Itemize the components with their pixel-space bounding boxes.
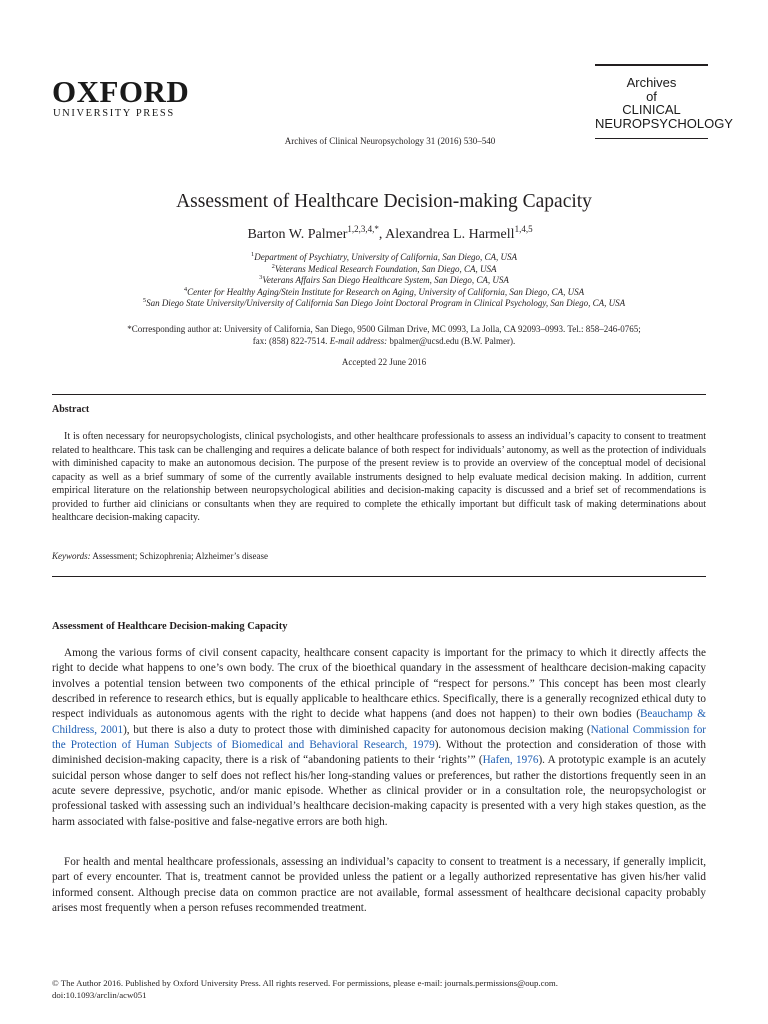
affiliation-item [0, 298, 768, 310]
body-paragraph [52, 646, 706, 830]
affiliation-number: 3 [259, 274, 263, 282]
affiliation-item [0, 287, 768, 299]
author-name: Barton W. Palmer [247, 227, 348, 242]
accepted-date: Accepted 22 June 2016 [341, 357, 427, 367]
affiliation-number: 2 [271, 262, 275, 270]
author-list [0, 226, 768, 244]
journal-logo-line: of [646, 88, 657, 104]
paragraph-text: ), but there is also a duty to protect those with diminished capacity for autonomous decision making ( [123, 723, 591, 736]
corresponding-author [70, 323, 698, 347]
divider-top [52, 394, 706, 395]
email-label: E-mail address: [329, 336, 388, 346]
keywords [52, 551, 268, 562]
paragraph-text: Among the various forms of civil consent capacity, healthcare consent capacity is important for the primacy to which it directly affects the right to decide what happens to one’s own body. The crux of the bioethical quandary in the assessment of healthcare decision-making capacity involves a potential tension between two components of the ethical principle of “respect for persons.” This concept has been most clearly described in reference to research ethics, but is equally applicable to healthcare ethics. Specifically, there is a generally recognized ethical duty to respect individuals as autonomous agents with the right to decide what happens (and does not happen) to their own bodies ( [52, 647, 706, 721]
citation-link[interactable]: Hafen, 1976 [482, 754, 539, 767]
abstract-text: It is often necessary for neuropsychologists, clinical psychologists, and other healthcare professionals to assess an individual’s capacity to consent to treatment related to healthcare. This task can be challenging and requires a delicate balance of both respect for individuals’ autonomy, as well as the protection of individuals with diminished capacity to make an autonomous decision. The purpose of the present review is to provide an overview of the conceptual model of decisional capacity as well as a brief summary of some of the currently available instruments designed to help evaluate medical decision making. In addition, current empirical literature on the relationship between neuropsychological abilities and decision-making capacity is discussed and a brief set of recommendations is provided to further aid clinicians or consultants when they are required to complete the ethically important but difficult task of making determinations about healthcare decision-making capacity. [52, 431, 706, 523]
journal-logo-line: NEUROPSYCHOLOGY [595, 115, 733, 131]
citation-link[interactable]: National Commission for the Protection of Human Subjects of Biomedical and Behavioral Research, 1979 [52, 723, 707, 752]
fax-text: fax: (858) 822-7514. [252, 336, 330, 346]
affiliation-item [0, 275, 768, 287]
journal-citation: Archives of Clinical Neuropsychology 31 (2016) 530–540 [284, 136, 496, 146]
publisher-logo-subtitle: UNIVERSITY PRESS [53, 108, 175, 119]
affiliation-item [0, 264, 768, 276]
affiliation-number: 5 [142, 297, 147, 305]
author-affiliation-marks: 1,2,3,4,* [347, 224, 379, 234]
affiliation-number: 4 [183, 285, 188, 293]
copyright-notice: © The Author 2016. Published by Oxford University Press. All rights reserved. For permissions, please e-mail: journals.permissions@oup.com. [52, 978, 558, 988]
affiliation-text: San Diego State University/University of California San Diego Joint Doctoral Program in Clinical Psychology, San Diego, CA, USA [146, 298, 626, 309]
journal-logo-line: CLINICAL [622, 102, 681, 117]
footer [52, 977, 558, 1001]
email-address[interactable]: bpalmer@ucsd.edu (B.W. Palmer). [387, 336, 516, 346]
author-separator: , [378, 227, 386, 242]
affiliation-text: Veterans Affairs San Diego Healthcare System, San Diego, CA, USA [262, 275, 509, 286]
doi[interactable]: doi:10.1093/arclin/acw051 [52, 990, 147, 1000]
section-heading: Assessment of Healthcare Decision-making Capacity [52, 621, 288, 632]
keywords-label: Keywords: [52, 551, 91, 561]
author-affiliation-marks: 1,4,5 [514, 224, 533, 234]
paragraph-text: ). Without the protection and consideration of those with diminished decision-making capacity, there is a risk of “abandoning patients to their ‘rights’” ( [52, 739, 706, 767]
corresponding-line [70, 335, 698, 347]
keywords-list: Assessment; Schizophrenia; Alzheimer’s disease [90, 551, 268, 561]
article-title: Assessment of Healthcare Decision-making Capacity [176, 191, 592, 212]
affiliation-number: 1 [251, 251, 255, 258]
publisher-logo-name: OXFORD [52, 74, 190, 109]
affiliation-text: Center for Healthy Aging/Stein Institute for Research on Aging, University of California, San Diego, CA, USA [187, 286, 585, 297]
affiliation-text: Department of Psychiatry, University of California, San Diego, CA, USA [254, 252, 517, 262]
author-name: Alexandrea L. Harmell [385, 227, 515, 242]
paragraph-text: ). A prototypic example is an acutely suicidal person whose danger to self does not reflect his/her long-standing values or preferences, but rather the distortions frequently seen in an acute severe depressive, psychotic, and/or manic episode. Whether as clinical provider or in a consultation role, the neuropsychologist or professional tasked with assessing such an individual’s healthcare decision-making capacity is presented with a very high stakes question, as the harm associated with false-positive and false-negative errors are both high. [52, 754, 706, 828]
affiliation-list [0, 252, 768, 310]
corresponding-line: *Corresponding author at: University of California, San Diego, 9500 Gilman Drive, MC 0993, La Jolla, CA 92093–0993. Tel.: 858–246-0765; [127, 324, 641, 334]
divider-bottom [52, 576, 706, 577]
journal-logo-line: Archives [626, 75, 677, 90]
abstract-heading: Abstract [52, 404, 90, 415]
body-paragraph: For health and mental healthcare professionals, assessing an individual’s capacity to consent to treatment is a necessary, if generally implicit, part of every encounter. That is, treatment cannot be provided unless the patient or a legally authorized representative has given his/her valid informed consent. Although precise data on common practice are not available, formal assessment of healthcare decisional capacity probably arises most frequently when a person refuses recommended treatment. [52, 856, 706, 915]
affiliation-item [0, 252, 768, 264]
citation-link[interactable]: Beauchamp & Childress, 2001 [52, 708, 706, 736]
journal-logo [595, 64, 733, 139]
affiliation-text: Veterans Medical Research Foundation, San Diego, CA, USA [274, 263, 497, 274]
